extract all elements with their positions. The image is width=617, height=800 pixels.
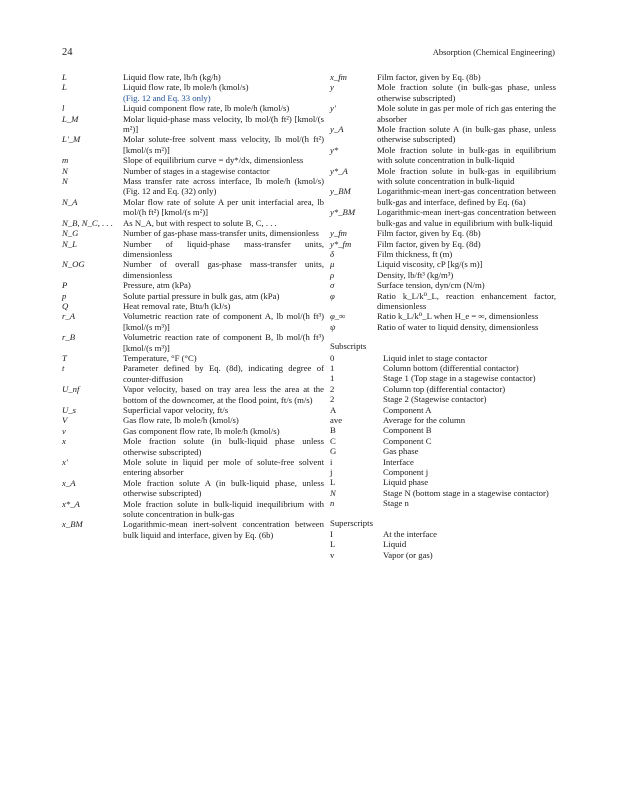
nomenclature-entry bbox=[62, 103, 324, 113]
definition: Film factor, given by Eq. (8d) bbox=[377, 238, 481, 249]
subscript-entry bbox=[330, 457, 556, 467]
definition: Ratio k_L/k⁰_L when H_e = ∞, dimensionless bbox=[377, 311, 539, 322]
subscript-symbol: 0 bbox=[330, 352, 335, 363]
superscript-definition: At the interface bbox=[383, 529, 438, 540]
definition: Mole fraction solute (in bulk-liquid phase unless otherwise subscripted) bbox=[123, 436, 324, 457]
definition: Number of gas-phase mass-transfer units, dimensionless bbox=[123, 228, 319, 239]
definition: Pressure, atm (kPa) bbox=[123, 280, 191, 291]
nomenclature-entry bbox=[330, 291, 556, 312]
nomenclature-entry bbox=[62, 415, 324, 425]
subscript-entry bbox=[330, 498, 556, 508]
symbol: σ bbox=[330, 280, 335, 291]
subscript-definition: Liquid phase bbox=[383, 477, 429, 488]
symbol: x_fm bbox=[330, 72, 347, 82]
definition: Molar liquid-phase mass velocity, lb mol/(h ft²) [kmol/(s m²)] bbox=[123, 113, 324, 135]
symbol: N bbox=[62, 176, 68, 187]
subscript-definition: Stage n bbox=[383, 498, 409, 509]
symbol: r_A bbox=[62, 311, 76, 322]
symbol: U_s bbox=[62, 405, 76, 415]
symbol: L_M bbox=[62, 113, 79, 124]
running-title: Absorption (Chemical Engineering) bbox=[432, 47, 555, 57]
definition: Number of liquid-phase mass-transfer units, dimensionless bbox=[123, 238, 324, 259]
definition: Mole fraction solute A (in bulk-liquid phase, unless otherwise subscripted) bbox=[123, 477, 324, 499]
definition: Film thickness, ft (m) bbox=[377, 248, 453, 259]
nomenclature-left-column bbox=[62, 72, 324, 540]
definition: Mass transfer rate across interface, lb mole/h (kmol/s) (Fig. 12 and Eq. (32) only) bbox=[123, 176, 324, 197]
subscript-symbol: C bbox=[330, 435, 336, 446]
nomenclature-entry bbox=[62, 499, 324, 520]
nomenclature-entry bbox=[62, 218, 324, 228]
superscript-entry bbox=[330, 550, 556, 560]
subscript-entry bbox=[330, 467, 556, 477]
definition: Gas component flow rate, lb mole/h (kmol/s) bbox=[123, 425, 280, 436]
nomenclature-entry bbox=[62, 228, 324, 238]
subscript-symbol: N bbox=[330, 487, 336, 498]
superscript-symbol: I bbox=[330, 529, 333, 540]
nomenclature-right-column bbox=[330, 72, 556, 560]
definition: Mole fraction solute (in bulk-gas phase, unless otherwise subscripted) bbox=[377, 82, 556, 103]
symbol: y_A bbox=[330, 124, 344, 135]
symbol: μ bbox=[330, 259, 335, 270]
definition: Volumetric reaction rate of component A, lb mol/(h ft³) [kmol/(s m³)] bbox=[123, 311, 324, 332]
definition: Ratio of water to liquid density, dimensionless bbox=[377, 321, 539, 332]
symbol: L'_M bbox=[62, 134, 81, 145]
nomenclature-entry bbox=[330, 207, 556, 228]
nomenclature-entry bbox=[62, 155, 324, 165]
definition: Slope of equilibrium curve = dy*/dx, dimensionless bbox=[123, 155, 304, 166]
nomenclature-entry bbox=[62, 166, 324, 176]
symbol: y* bbox=[330, 144, 339, 155]
nomenclature-entry bbox=[330, 270, 556, 280]
nomenclature-entry bbox=[62, 176, 324, 197]
symbol: N_L bbox=[62, 238, 77, 249]
subscript-symbol: A bbox=[330, 404, 337, 415]
subscript-definition: Component j bbox=[383, 467, 429, 478]
superscript-entry bbox=[330, 529, 556, 539]
symbol: L bbox=[62, 82, 67, 93]
definition: Molar solute-free solvent mass velocity, lb mol/(h ft²) [kmol/(s m²)] bbox=[123, 134, 324, 155]
subscript-entry bbox=[330, 405, 556, 415]
subscript-symbol: B bbox=[330, 425, 336, 436]
nomenclature-entry bbox=[62, 291, 324, 301]
nomenclature-entry bbox=[330, 186, 556, 207]
nomenclature-entry bbox=[330, 166, 556, 187]
nomenclature-entry bbox=[330, 103, 556, 124]
page-number: 24 bbox=[62, 47, 73, 58]
subscript-symbol: 1 bbox=[330, 362, 335, 373]
definition: Temperature, °F (°C) bbox=[123, 352, 197, 363]
definition: Mole fraction solute in bulk-liquid inequilibrium with solute concentration in bulk-gas bbox=[123, 498, 324, 520]
subscript-entry bbox=[330, 488, 556, 498]
nomenclature-entry bbox=[62, 82, 324, 103]
definition: Logarithmic-mean inert-gas concentration between bulk-gas and interface, defined by Eq. (6a) bbox=[377, 186, 556, 207]
subscript-definition: Stage 1 (Top stage in a stagewise contactor) bbox=[383, 373, 536, 384]
nomenclature-entry bbox=[62, 363, 324, 384]
symbol: φ bbox=[330, 290, 335, 301]
nomenclature-entry bbox=[62, 353, 324, 363]
nomenclature-entry bbox=[62, 259, 324, 280]
symbol: N_OG bbox=[62, 259, 85, 270]
definition: Mole fraction solute in bulk-gas in equilibrium with solute concentration in bulk-liquid bbox=[377, 144, 556, 166]
page-header bbox=[62, 47, 555, 61]
nomenclature-entry bbox=[330, 249, 556, 259]
subscript-definition: Average for the column bbox=[383, 415, 466, 425]
nomenclature-entry bbox=[330, 311, 556, 321]
subscript-symbol: L bbox=[330, 477, 336, 488]
symbol: p bbox=[62, 290, 67, 301]
definition: Liquid flow rate, lb mole/h (kmol/s) (Fig. 12 and Eq. 33 only) bbox=[123, 82, 249, 103]
symbol: y*_fm bbox=[330, 238, 352, 249]
nomenclature-entry bbox=[62, 239, 324, 260]
definition: Superficial vapor velocity, ft/s bbox=[123, 405, 229, 415]
symbol: x*_A bbox=[62, 498, 80, 509]
symbol: x bbox=[62, 436, 66, 447]
nomenclature-entry bbox=[62, 332, 324, 353]
symbol: y' bbox=[330, 103, 336, 114]
subscript-entry bbox=[330, 415, 556, 425]
symbol: ψ bbox=[330, 321, 336, 332]
definition: Mole fraction solute A (in bulk-gas phase, unless otherwise subscripted) bbox=[377, 124, 556, 145]
nomenclature-entry bbox=[62, 384, 324, 405]
superscript-symbol: v bbox=[330, 549, 335, 560]
symbol: x_A bbox=[62, 477, 76, 488]
nomenclature-entry bbox=[62, 426, 324, 436]
symbol: y bbox=[330, 82, 334, 93]
nomenclature-entry bbox=[330, 239, 556, 249]
superscripts-heading: Superscripts bbox=[330, 517, 373, 528]
symbol: N_B, N_C, . . . bbox=[62, 217, 113, 228]
symbol: t bbox=[62, 363, 65, 374]
definition: Heat removal rate, Btu/h (kJ/s) bbox=[123, 300, 231, 311]
definition: Number of stages in a stagewise contactor bbox=[123, 165, 270, 176]
definition: Logarithmic-mean inert-gas concentration between bulk-gas and value in equilibrium with bulk-liquid bbox=[377, 207, 556, 228]
definition: Surface tension, dyn/cm (N/m) bbox=[377, 280, 485, 291]
subscript-definition: Component B bbox=[383, 425, 432, 436]
symbol: y_fm bbox=[330, 228, 347, 239]
nomenclature-entry bbox=[330, 259, 556, 269]
symbol: x_BM bbox=[62, 519, 83, 530]
definition: Density, lb/ft³ (kg/m³) bbox=[377, 269, 454, 280]
definition: Mole solute in liquid per mole of solute-free solvent entering absorber bbox=[123, 457, 324, 478]
symbol: ρ bbox=[330, 269, 335, 280]
subscript-entry bbox=[330, 373, 556, 383]
symbol: m bbox=[62, 155, 69, 166]
nomenclature-entry bbox=[62, 301, 324, 311]
definition: Liquid component flow rate, lb mole/h (kmol/s) bbox=[123, 103, 290, 114]
subscript-entry bbox=[330, 446, 556, 456]
symbol: Q bbox=[62, 300, 69, 311]
symbol: y_BM bbox=[330, 186, 351, 197]
subscript-symbol: ave bbox=[330, 415, 343, 425]
nomenclature-entry bbox=[62, 519, 324, 540]
definition: As N_A, but with respect to solute B, C, . . . bbox=[123, 217, 277, 228]
subscript-symbol: j bbox=[330, 467, 333, 478]
nomenclature-entry bbox=[62, 436, 324, 457]
subscript-definition: Gas phase bbox=[383, 446, 419, 457]
subscript-definition: Component C bbox=[383, 435, 432, 446]
nomenclature-entry bbox=[62, 478, 324, 499]
definition: Volumetric reaction rate of component B, lb mol/(h ft³) [kmol/(s m³)] bbox=[123, 332, 324, 353]
symbol: N_G bbox=[62, 228, 79, 239]
subscript-entry bbox=[330, 436, 556, 446]
nomenclature-entry bbox=[62, 457, 324, 478]
definition: Logarithmic-mean inert-solvent concentration between bulk liquid and interface, given by Eq. (6b) bbox=[123, 519, 324, 540]
subscript-entry bbox=[330, 384, 556, 394]
symbol: φ_∞ bbox=[330, 311, 346, 322]
subscript-symbol: G bbox=[330, 446, 337, 457]
symbol: l bbox=[62, 103, 65, 114]
symbol: U_nf bbox=[62, 384, 80, 395]
nomenclature-entry bbox=[62, 197, 324, 218]
definition: Vapor velocity, based on tray area less the area at the bottom of the downcomer, at the flood point, ft/s (m/s) bbox=[123, 384, 324, 405]
subscript-entry bbox=[330, 425, 556, 435]
superscript-entry bbox=[330, 539, 556, 549]
nomenclature-entry bbox=[62, 134, 324, 155]
symbol: r_B bbox=[62, 332, 76, 343]
symbol: y*_A bbox=[330, 165, 348, 176]
subscript-symbol: 1 bbox=[330, 373, 335, 384]
subscript-symbol: 2 bbox=[330, 394, 335, 405]
definition: Film factor, given by Eq. (8b) bbox=[377, 72, 481, 82]
nomenclature-entry bbox=[330, 228, 556, 238]
symbol: y*_BM bbox=[330, 207, 356, 218]
nomenclature-entry bbox=[62, 405, 324, 415]
subscript-symbol: i bbox=[330, 456, 333, 467]
subscript-definition: Stage 2 (Stagewise contactor) bbox=[383, 394, 487, 405]
symbol: T bbox=[62, 352, 67, 363]
subscript-entry bbox=[330, 394, 556, 404]
definition: Gas flow rate, lb mole/h (kmol/s) bbox=[123, 415, 239, 426]
nomenclature-entry bbox=[62, 114, 324, 135]
nomenclature-entry bbox=[62, 311, 324, 332]
definition: Film factor, given by Eq. (8b) bbox=[377, 228, 481, 239]
definition: Liquid viscosity, cP [kg/(s m)] bbox=[377, 259, 483, 270]
subscript-definition: Stage N (bottom stage in a stagewise contactor) bbox=[383, 487, 549, 498]
symbol: L bbox=[62, 72, 67, 82]
definition: Liquid flow rate, lb/h (kg/h) bbox=[123, 72, 221, 82]
nomenclature-entry bbox=[62, 280, 324, 290]
nomenclature-entry bbox=[330, 322, 556, 332]
nomenclature-entry bbox=[330, 280, 556, 290]
subscript-entry bbox=[330, 353, 556, 363]
subscript-definition: Column top (differential contactor) bbox=[383, 383, 506, 394]
superscript-definition: Liquid bbox=[383, 539, 407, 550]
subscript-entry bbox=[330, 363, 556, 373]
subscript-symbol: n bbox=[330, 498, 335, 509]
nomenclature-entry bbox=[330, 72, 556, 82]
symbol: N_A bbox=[62, 196, 78, 207]
definition: Parameter defined by Eq. (8d), indicating degree of counter-diffusion bbox=[123, 363, 324, 384]
superscript-symbol: L bbox=[330, 539, 336, 550]
nomenclature-entry bbox=[330, 145, 556, 166]
symbol: P bbox=[62, 280, 68, 291]
subscripts-heading: Subscripts bbox=[330, 341, 367, 352]
definition: Molar flow rate of solute A per unit interfacial area, lb mol/(h ft²) [kmol/(s m²)] bbox=[123, 196, 324, 218]
subscript-entry bbox=[330, 477, 556, 487]
definition: Solute partial pressure in bulk gas, atm (kPa) bbox=[123, 290, 280, 301]
definition: Mole fraction solute in bulk-gas in equilibrium with solute concentration in bulk-liquid bbox=[377, 165, 556, 187]
symbol: v bbox=[62, 425, 66, 436]
subscript-symbol: 2 bbox=[330, 383, 335, 394]
nomenclature-entry bbox=[62, 72, 324, 82]
symbol: δ bbox=[330, 248, 335, 259]
subscript-definition: Interface bbox=[383, 456, 414, 467]
subscript-definition: Column bottom (differential contactor) bbox=[383, 362, 519, 373]
nomenclature-entry bbox=[330, 124, 556, 145]
superscript-definition: Vapor (or gas) bbox=[383, 549, 433, 560]
figure-link[interactable]: (Fig. 12 and Eq. 33 only) bbox=[123, 92, 211, 103]
definition: Number of overall gas-phase mass-transfer units, dimensionless bbox=[123, 259, 324, 280]
symbol: V bbox=[62, 415, 68, 426]
subscript-definition: Component A bbox=[383, 404, 432, 415]
definition: Mole solute in gas per mole of rich gas entering the absorber bbox=[377, 103, 557, 124]
nomenclature-entry bbox=[330, 82, 556, 103]
symbol: x' bbox=[62, 457, 68, 468]
definition: Ratio k_L/k⁰_L, reaction enhancement factor, dimensionless bbox=[377, 290, 556, 311]
subscript-definition: Liquid inlet to stage contactor bbox=[383, 352, 488, 363]
symbol: N bbox=[62, 165, 68, 176]
